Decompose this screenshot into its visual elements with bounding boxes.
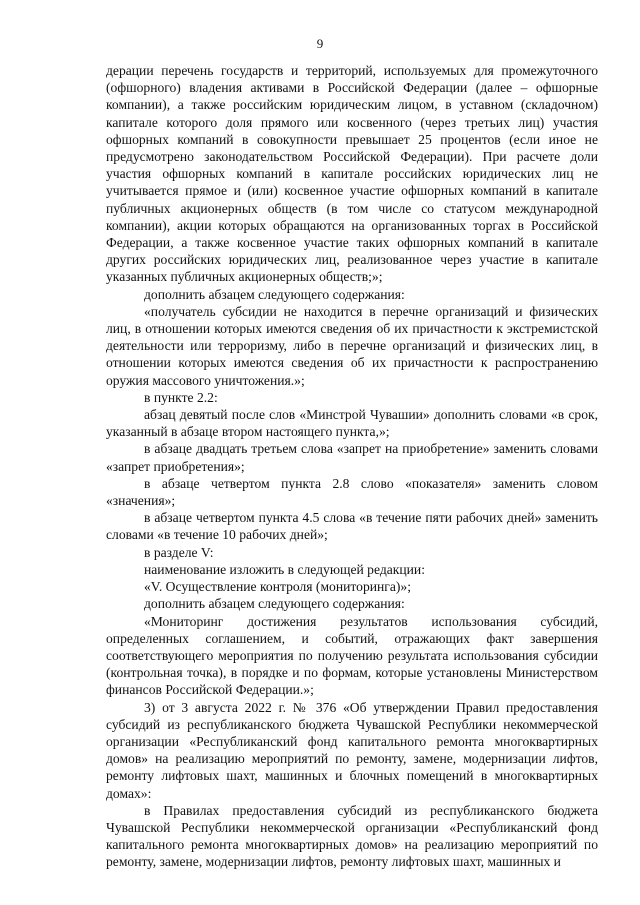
paragraph: в абзаце четвертом пункта 4.5 слова «в течение пяти рабочих дней» заменить словами «в течение 10 рабочих дней»; [106, 510, 598, 543]
paragraph: в абзаце четвертом пункта 2.8 слово «показателя» заменить словом «значения»; [106, 475, 598, 509]
page-number: 9 [316, 36, 324, 51]
paragraph: в разделе V: [144, 544, 214, 560]
paragraph: «V. Осуществление контроля (мониторинга)»; [144, 579, 412, 595]
paragraph: 3) от 3 августа 2022 г. № 376 «Об утверждении Правил предоставления субсидий из республиканского бюджета Чувашской Республики некоммерческой организации «Республиканский фонд капитального ремонта многоквартирных домов» на реализацию мероприятий по ремонту, замене, модернизации лифтов, ремонту лифтовых шахт, машинных и блочных помещений в многоквартирных домах»: [106, 699, 598, 801]
paragraph: дополнить абзацем следующего содержания: [144, 596, 405, 612]
paragraph: дерации перечень государств и территорий, используемых для промежуточного (офшорного) владения активами в Российской Федерации (далее – офшорные компании), а также российским юридическим лицом, в уставном (складочном) капитале которого доля прямого или косвенного (через третьих лиц) участия офшорных компаний в совокупности превышает 25 процентов (если иное не предусмотрено законодательством Российской Федерации). При расчете доли участия офшорных компаний в капитале российских юридических лиц не учитывается прямое и (или) косвенное участие офшорных компаний в капитале публичных акционерных обществ (в том числе со статусом международной компании), акции которых обращаются на организованных торгах в Российской Федерации, а также косвенное участие таких офшорных компаний в капитале других российских юридических лиц, реализованное через участие в капитале указанных публичных акционерных обществ;»; [106, 63, 598, 285]
paragraph: в пункте 2.2: [144, 389, 218, 405]
paragraph: «Мониторинг достижения результатов использования субсидий, определенных соглашением, и событий, отражающих факт завершения соответствующего мероприятия по получению результата использования субсидии (контрольная точка), в порядке и по формам, которые установлены Министерством финансов Российской Федерации.»; [106, 613, 598, 698]
paragraph: в Правилах предоставления субсидий из республиканского бюджета Чувашской Республики некоммерческой организации «Республиканский фонд капитального ремонта многоквартирных домов» на реализацию мероприятий по ремонту, замене, модернизации лифтов, ремонту лифтовых шахт, машинных и [106, 802, 598, 870]
paragraph: дополнить абзацем следующего содержания: [144, 286, 405, 302]
paragraph: абзац девятый после слов «Минстрой Чувашии» дополнить словами «в срок, указанный в абзаце втором настоящего пункта,»; [106, 407, 598, 440]
paragraph: наименование изложить в следующей редакции: [144, 561, 425, 577]
document-body [106, 62, 598, 871]
paragraph: в абзаце двадцать третьем слова «запрет на приобретение» заменить словами «запрет приобретения»; [106, 441, 598, 474]
paragraph: «получатель субсидии не находится в перечне организаций и физических лиц, в отношении которых имеются сведения об их причастности к экстремистской деятельности или терроризму, либо в перечне организаций и физических лиц, в отношении которых имеются сведения об их причастности к распространению оружия массового уничтожения.»; [106, 303, 598, 388]
